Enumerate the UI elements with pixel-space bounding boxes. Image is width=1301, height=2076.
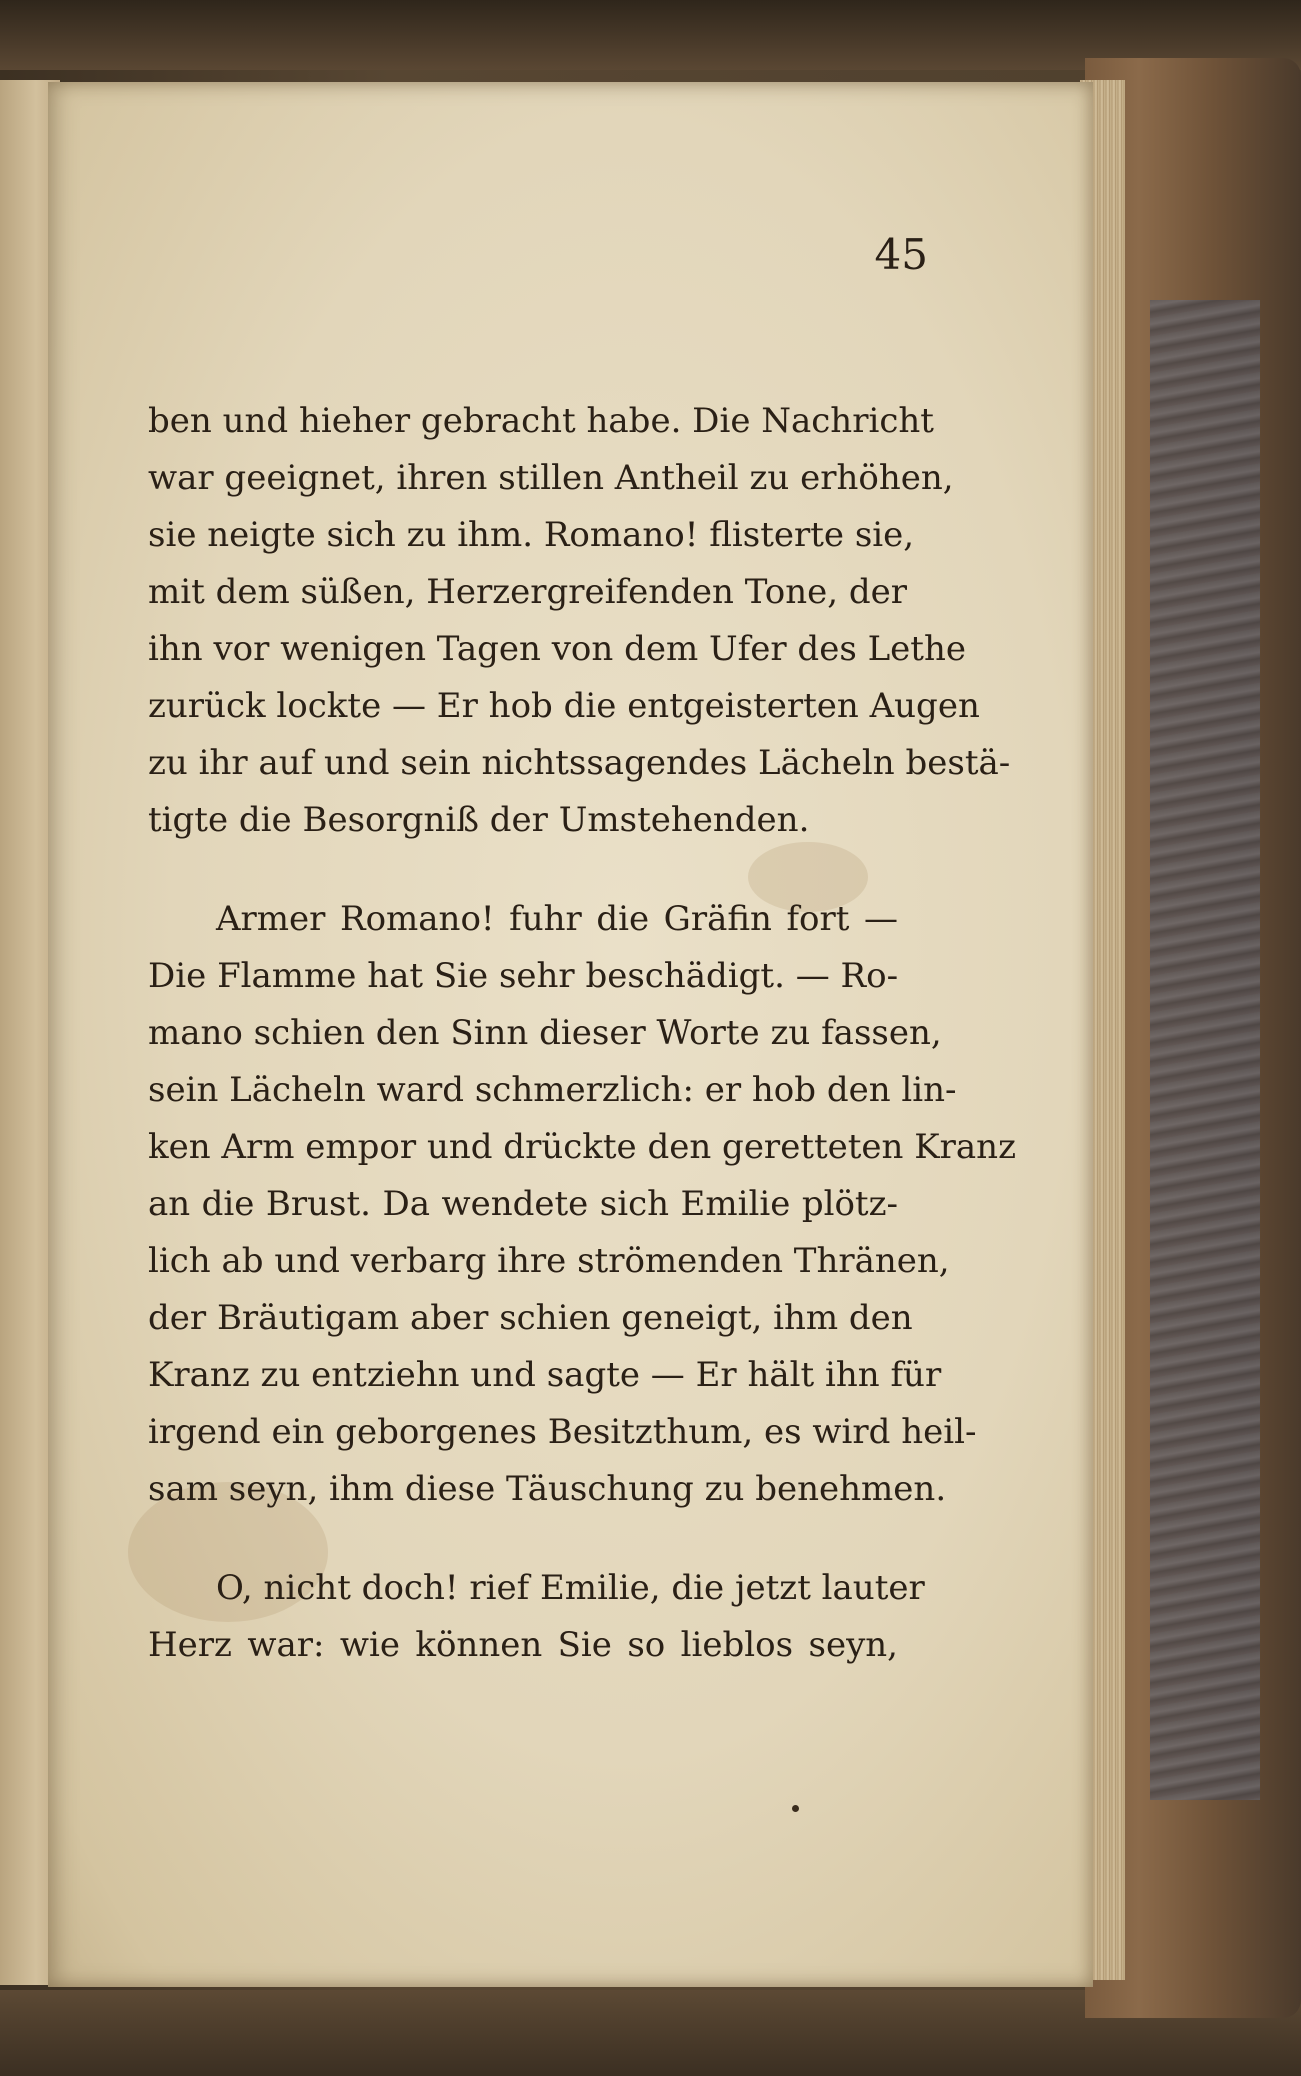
text-line: ken Arm empor und drückte den geretteten Kranz (148, 1127, 1016, 1167)
paragraph-gap (148, 1518, 898, 1560)
text-line: zu ihr auf und sein nichtssagendes Lächeln bestä- (148, 743, 1011, 783)
paragraph-gap (148, 849, 898, 891)
text-line: sam seyn, ihm diese Täuschung zu benehmen. (148, 1469, 947, 1509)
text-line: war geeignet, ihren stillen Antheil zu erhöhen, (148, 458, 954, 498)
text-line: mit dem süßen, Herzergreifenden Tone, der (148, 572, 908, 612)
text-line: ben und hieher gebracht habe. Die Nachricht (148, 401, 934, 441)
text-line: sie neigte sich zu ihm. Romano! flisterte sie, (148, 515, 915, 555)
text-line: an die Brust. Da wendete sich Emilie plötz- (148, 1184, 898, 1224)
text-line: O, nicht doch! rief Emilie, die jetzt lauter (216, 1568, 925, 1608)
text-line: tigte die Besorgniß der Umstehenden. (148, 800, 810, 840)
text-line: Herz war: wie können Sie so lieblos seyn, (148, 1625, 898, 1665)
text-line: zurück lockte — Er hob die entgeisterten Augen (148, 686, 980, 726)
text-line: lich ab und verbarg ihre strömenden Thränen, (148, 1241, 950, 1281)
text-line: sein Lächeln ward schmerzlich: er hob den lin- (148, 1070, 957, 1110)
text-line: irgend ein geborgenes Besitzthum, es wird heil- (148, 1412, 977, 1452)
page-number: 45 (874, 230, 928, 279)
body-text (148, 393, 1016, 1674)
text-line: Die Flamme hat Sie sehr beschädigt. — Ro- (148, 956, 899, 996)
text-line: Kranz zu entziehn und sagte — Er hält ihn für (148, 1355, 942, 1395)
marbled-cover-texture (1150, 300, 1260, 1800)
text-line: der Bräutigam aber schien geneigt, ihm den (148, 1298, 913, 1338)
ink-dot (792, 1805, 799, 1812)
text-line: Armer Romano! fuhr die Gräfin fort — (216, 899, 898, 939)
text-line: ihn vor wenigen Tagen von dem Ufer des Lethe (148, 629, 966, 669)
text-line: mano schien den Sinn dieser Worte zu fassen, (148, 1013, 942, 1053)
